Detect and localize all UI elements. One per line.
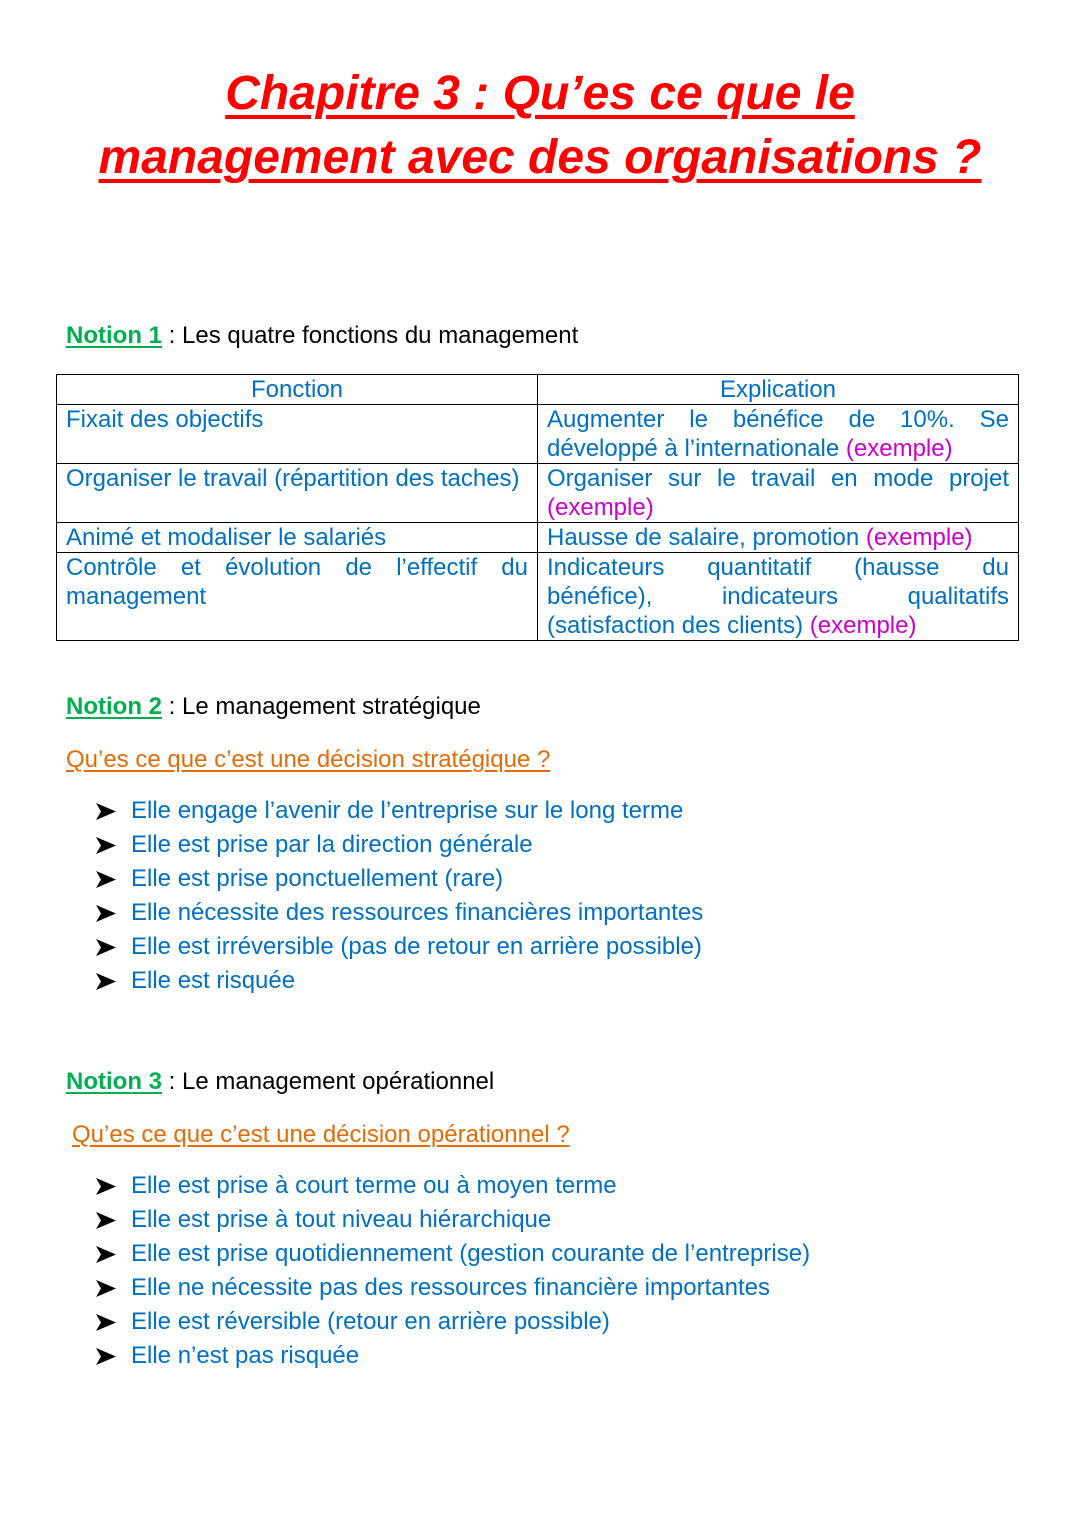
title-line-1: Chapitre 3 : Qu’es ce que le bbox=[225, 67, 855, 120]
list-item bbox=[96, 964, 703, 998]
explication-text: Hausse de salaire, promotion bbox=[547, 524, 860, 551]
page-title bbox=[0, 62, 1080, 190]
arrow-bullet-icon bbox=[96, 1314, 116, 1331]
example-tag: (exemple) bbox=[547, 494, 654, 521]
list-item bbox=[96, 1169, 810, 1203]
explication-cell bbox=[538, 523, 1019, 553]
arrow-bullet-icon bbox=[96, 1348, 116, 1365]
explication-cell bbox=[538, 464, 1019, 523]
explication-text: Organiser sur le travail en mode projet bbox=[547, 465, 1009, 492]
list-item-text: Elle engage l’avenir de l’entreprise sur le long terme bbox=[131, 797, 684, 824]
list-item bbox=[96, 1203, 810, 1237]
list-item-text: Elle est risquée bbox=[131, 967, 296, 994]
list-item-text: Elle est réversible (retour en arrière possible) bbox=[131, 1308, 610, 1335]
example-tag: (exemple) bbox=[845, 435, 953, 462]
functions-table bbox=[56, 374, 1019, 641]
list-item bbox=[96, 1305, 810, 1339]
arrow-bullet-icon bbox=[96, 973, 116, 990]
list-item-text: Elle est prise par la direction générale bbox=[131, 831, 533, 858]
notion-2-separator: : bbox=[162, 693, 183, 720]
list-item bbox=[96, 896, 703, 930]
strategic-decision-list bbox=[96, 794, 703, 998]
arrow-bullet-icon bbox=[96, 905, 116, 922]
list-item-text: Elle est prise ponctuellement (rare) bbox=[131, 865, 504, 892]
table-row bbox=[57, 405, 1019, 464]
arrow-bullet-icon bbox=[96, 803, 116, 820]
explication-cell bbox=[538, 553, 1019, 641]
list-item-text: Elle ne nécessite pas des ressources financière importantes bbox=[131, 1274, 770, 1301]
example-tag: (exemple) bbox=[809, 612, 917, 639]
notion-2-question: Qu’es ce que c’est une décision stratégique ? bbox=[66, 746, 551, 773]
notion-1-text: Les quatre fonctions du management bbox=[182, 322, 579, 349]
arrow-bullet-icon bbox=[96, 939, 116, 956]
arrow-bullet-icon bbox=[96, 1212, 116, 1229]
title-line-2: management avec des organisations ? bbox=[98, 131, 982, 184]
arrow-bullet-icon bbox=[96, 1246, 116, 1263]
arrow-bullet-icon bbox=[96, 1280, 116, 1297]
arrow-bullet-icon bbox=[96, 1178, 116, 1195]
fonction-cell: Contrôle et évolution de l’effectif du management bbox=[57, 553, 538, 641]
table-row bbox=[57, 523, 1019, 553]
notion-3-question: Qu’es ce que c’est une décision opérationnel ? bbox=[72, 1121, 570, 1148]
notion-3-text: Le management opérationnel bbox=[182, 1068, 495, 1095]
fonction-cell: Fixait des objectifs bbox=[57, 405, 538, 464]
explication-cell bbox=[538, 405, 1019, 464]
list-item bbox=[96, 1237, 810, 1271]
explication-text: Augmenter le bénéfice de 10%. Se développé à l’internationale bbox=[547, 406, 1009, 462]
arrow-bullet-icon bbox=[96, 871, 116, 888]
table-row bbox=[57, 553, 1019, 641]
table-row bbox=[57, 464, 1019, 523]
explication-text: Indicateurs quantitatif (hausse du bénéfice), indicateurs qualitatifs (satisfaction des clients) bbox=[547, 554, 1009, 639]
list-item bbox=[96, 794, 703, 828]
list-item-text: Elle est prise quotidiennement (gestion courante de l’entreprise) bbox=[131, 1240, 811, 1267]
list-item-text: Elle est prise à tout niveau hiérarchique bbox=[131, 1206, 552, 1233]
operational-decision-list bbox=[96, 1169, 810, 1373]
list-item-text: Elle n’est pas risquée bbox=[131, 1342, 360, 1369]
list-item-text: Elle est prise à court terme ou à moyen terme bbox=[131, 1172, 617, 1199]
notion-1-separator: : bbox=[162, 322, 183, 349]
list-item-text: Elle nécessite des ressources financières importantes bbox=[131, 899, 704, 926]
header-fonction: Fonction bbox=[57, 375, 538, 405]
list-item bbox=[96, 862, 703, 896]
example-tag: (exemple) bbox=[865, 524, 973, 551]
list-item bbox=[96, 930, 703, 964]
table-header-row bbox=[57, 375, 1019, 405]
notion-2-heading bbox=[66, 692, 481, 722]
fonction-cell: Organiser le travail (répartition des taches) bbox=[57, 464, 538, 523]
list-item bbox=[96, 1271, 810, 1305]
list-item bbox=[96, 828, 703, 862]
notion-1-heading bbox=[66, 321, 578, 351]
notion-3-separator: : bbox=[162, 1068, 183, 1095]
fonction-cell: Animé et modaliser le salariés bbox=[57, 523, 538, 553]
arrow-bullet-icon bbox=[96, 837, 116, 854]
notion-3-label: Notion 3 bbox=[66, 1068, 162, 1095]
notion-2-label: Notion 2 bbox=[66, 693, 162, 720]
list-item-text: Elle est irréversible (pas de retour en arrière possible) bbox=[131, 933, 702, 960]
notion-1-label: Notion 1 bbox=[66, 322, 162, 349]
list-item bbox=[96, 1339, 810, 1373]
notion-3-heading bbox=[66, 1067, 494, 1097]
header-explication: Explication bbox=[538, 375, 1019, 405]
notion-2-text: Le management stratégique bbox=[182, 693, 481, 720]
